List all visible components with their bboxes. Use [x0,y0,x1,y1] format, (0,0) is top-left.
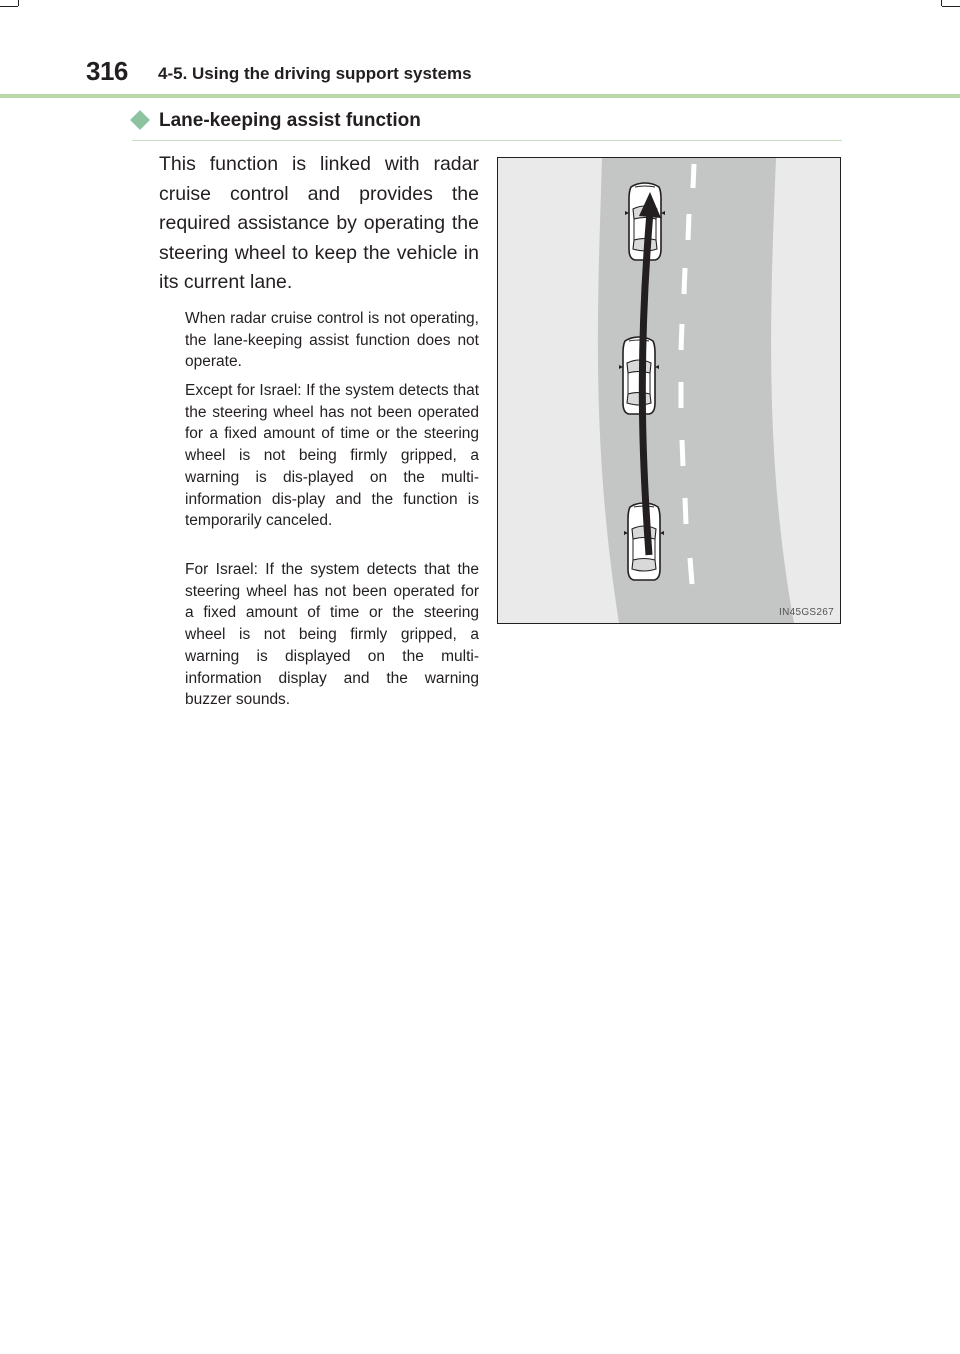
note-radar-cruise: When radar cruise control is not operating, the lane-keeping assist function does not operate. [185,310,479,371]
note-for-israel: For Israel: If the system detects that the steering wheel has not been operated for a fixed amount of time or the steering wheel is not being firmly gripped, a warning is displayed on the multi-information display and the warning buzzer sounds. [185,561,479,709]
main-paragraph: This function is linked with radar cruise control and provides the required assistance by operating the steering wheel to keep the vehicle in its current lane. [159,153,479,293]
page-number: 316 [86,56,128,86]
header-rule [0,94,960,98]
figure-code: IN45GS267 [779,607,834,618]
subsection-rule [132,140,842,141]
subsection-title: Lane-keeping assist function [159,110,421,131]
lane-keeping-figure [497,157,841,624]
note-except-israel: Except for Israel: If the system detects that the steering wheel has not been operated for a fixed amount of time or the steering wheel is not being firmly gripped, a warning is dis-played on the multi-information dis-play and the function is temporarily canceled. [185,382,479,530]
diamond-bullet-icon [130,110,150,130]
section-title: 4-5. Using the driving support systems [158,64,472,83]
lane-diagram [498,158,840,623]
page-header [0,0,960,100]
